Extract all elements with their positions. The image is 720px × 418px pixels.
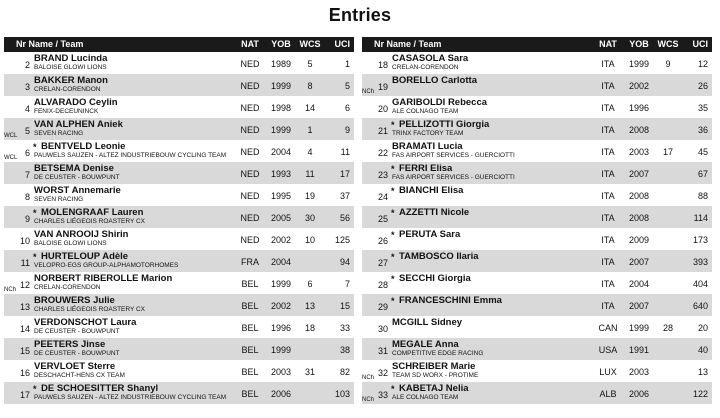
rider-number: 29: [377, 302, 388, 312]
table-row: [4, 52, 354, 74]
rider-uci: 1: [344, 59, 350, 69]
u23-marker: *: [391, 230, 395, 240]
rider-name: BAKKER Manon: [34, 75, 108, 86]
rider-team: CHARLES LIÉGEOIS ROASTERY CX: [34, 306, 146, 313]
table-header: [362, 37, 712, 52]
rider-team: SEVEN RACING: [34, 196, 84, 203]
table-row: [362, 316, 712, 338]
rider-name: VERVLOET Sterre: [34, 361, 116, 372]
rider-nat: BEL: [241, 367, 259, 377]
rider-yob: 1989: [270, 59, 292, 69]
rider-name: CASASOLA Sara: [392, 53, 469, 64]
table-row: [362, 52, 712, 74]
rider-team: ALE COLNAGO TEAM: [392, 108, 459, 115]
rider-nat: NED: [240, 169, 260, 179]
rider-name: PELLIZOTTI Giorgia: [399, 119, 490, 130]
rider-nat: BEL: [241, 345, 259, 355]
rider-yob: 1996: [270, 323, 292, 333]
rider-nat: NED: [240, 235, 260, 245]
rider-nat: ITA: [601, 213, 615, 223]
table-row: [4, 316, 354, 338]
rider-number: 32: [377, 368, 388, 378]
rider-uci: 122: [692, 389, 708, 399]
rider-team: BALOISE GLOWI LIONS: [34, 240, 107, 247]
table-row: [362, 206, 712, 228]
rider-uci: 26: [697, 81, 708, 91]
table-row: [4, 206, 354, 228]
rider-uci: 114: [693, 213, 708, 223]
rider-name: BENTVELD Leonie: [41, 141, 126, 152]
rider-wcs: 8: [307, 81, 313, 91]
table-row: [362, 360, 712, 382]
table-row: [4, 272, 354, 294]
rider-uci: 13: [697, 367, 708, 377]
rider-name: MOLENGRAAF Lauren: [41, 207, 144, 218]
rider-number: 9: [24, 214, 30, 224]
rider-wcs: 17: [662, 147, 673, 157]
rider-nat: ITA: [601, 59, 615, 69]
table-row: [362, 140, 712, 162]
rider-nat: ITA: [601, 125, 615, 135]
rider-nat: NED: [240, 103, 260, 113]
table-row: [362, 162, 712, 184]
rider-uci: 40: [697, 345, 708, 355]
rider-team: VELOPRO-EGS GROUP-ALPHAMOTORHOMES: [34, 262, 179, 269]
rider-name: SECCHI Giorgia: [399, 273, 471, 284]
rider-team: CRELAN-CORENDON: [392, 64, 459, 71]
rider-uci: 38: [339, 345, 350, 355]
table-row: [4, 382, 354, 404]
rider-team: DE CEUSTER - BOUWPUNT: [34, 328, 120, 335]
rider-category: WCL: [4, 133, 18, 139]
rider-uci: 36: [697, 125, 708, 135]
rider-category: NCh: [4, 287, 17, 293]
page-title: Entries: [328, 5, 392, 25]
rider-uci: 82: [339, 367, 350, 377]
rider-nat: ITA: [601, 235, 615, 245]
rider-yob: 1996: [628, 103, 650, 113]
table-row: [362, 118, 712, 140]
table-row: [4, 360, 354, 382]
rider-yob: 1999: [628, 59, 650, 69]
rider-nat: ITA: [601, 279, 615, 289]
rider-uci: 33: [339, 323, 350, 333]
table-row: [4, 96, 354, 118]
rider-team: FAS AIRPORT SERVICES - GUERCIOTTI: [392, 174, 515, 181]
rider-number: 21: [377, 126, 388, 136]
rider-category: WCL: [4, 155, 18, 161]
u23-marker: *: [33, 142, 37, 152]
rider-wcs: 30: [304, 213, 315, 223]
rider-yob: 2008: [628, 213, 650, 223]
table-row: [362, 250, 712, 272]
rider-number: 7: [24, 170, 30, 180]
rider-number: 33: [377, 390, 388, 400]
rider-yob: 1991: [628, 345, 650, 355]
rider-uci: 103: [334, 389, 350, 399]
rider-nat: NED: [240, 147, 260, 157]
rider-nat: NED: [240, 125, 260, 135]
rider-nat: NED: [240, 81, 260, 91]
rider-nat: NED: [240, 191, 260, 201]
rider-nat: ITA: [601, 103, 615, 113]
rider-wcs: 18: [304, 323, 315, 333]
rider-yob: 2002: [270, 301, 292, 311]
rider-nat: ITA: [601, 81, 615, 91]
rider-name: BIANCHI Elisa: [399, 185, 464, 196]
rider-wcs: 31: [304, 367, 315, 377]
rider-name: GARIBOLDI Rebecca: [392, 97, 488, 108]
rider-yob: 1999: [270, 81, 292, 91]
rider-yob: 2007: [628, 301, 650, 311]
header-yob: YOB: [629, 39, 649, 49]
rider-yob: 2003: [270, 367, 292, 377]
rider-number: 26: [377, 236, 388, 246]
rider-number: 20: [377, 104, 388, 114]
rider-number: 2: [24, 60, 30, 70]
rider-name: BRAMATI Lucia: [392, 141, 463, 152]
rider-uci: 173: [692, 235, 708, 245]
table-row: [4, 228, 354, 250]
rider-name: FRANCESCHINI Emma: [399, 295, 502, 306]
entries-table-right: [362, 37, 712, 404]
rider-number: 15: [19, 346, 30, 356]
rider-name: BORELLO Carlotta: [392, 75, 477, 86]
rider-name: BROUWERS Julie: [34, 295, 115, 306]
rider-team: CRELAN-CORENDON: [34, 86, 101, 93]
rider-name: ALVARADO Ceylin: [34, 97, 118, 108]
rider-nat: BEL: [241, 301, 259, 311]
table-row: [4, 118, 354, 140]
table-row: [362, 272, 712, 294]
table-row: [362, 74, 712, 96]
rider-yob: 2008: [628, 191, 650, 201]
rider-wcs: 19: [304, 191, 315, 201]
rider-uci: 94: [339, 257, 350, 267]
u23-marker: *: [391, 164, 395, 174]
rider-name: VAN ALPHEN Aniek: [34, 119, 123, 130]
rider-yob: 2003: [628, 367, 650, 377]
table-row: [4, 250, 354, 272]
rider-number: 18: [377, 60, 388, 70]
rider-name: PERUTA Sara: [399, 229, 461, 240]
rider-uci: 37: [339, 191, 350, 201]
rider-number: 17: [19, 390, 30, 400]
rider-category: NCh: [362, 89, 375, 95]
rider-team: CRELAN-CORENDON: [34, 284, 101, 291]
table-body: [4, 52, 354, 404]
table-row: [362, 228, 712, 250]
rider-number: 6: [24, 148, 30, 158]
rider-name: WORST Annemarie: [34, 185, 121, 196]
rider-nat: BEL: [241, 279, 259, 289]
rider-yob: 2006: [270, 389, 292, 399]
rider-team: FAS AIRPORT SERVICES - GUERCIOTTI: [392, 152, 515, 159]
rider-name: FERRI Elisa: [399, 163, 453, 174]
rider-number: 24: [377, 192, 388, 202]
rider-nat: ITA: [601, 169, 615, 179]
rider-nat: ITA: [601, 147, 615, 157]
rider-number: 11: [20, 258, 30, 268]
rider-name: TAMBOSCO Ilaria: [399, 251, 479, 262]
rider-yob: 2005: [270, 213, 292, 223]
rider-number: 8: [24, 192, 30, 202]
header-nr-name-team: Nr Name / Team: [16, 39, 84, 49]
rider-category: NCh: [362, 397, 375, 403]
rider-yob: 1998: [270, 103, 292, 113]
u23-marker: *: [391, 296, 395, 306]
rider-team: BALOISE GLOWI LIONS: [34, 64, 107, 71]
rider-yob: 1993: [270, 169, 292, 179]
rider-nat: ITA: [601, 301, 615, 311]
rider-number: 14: [19, 324, 30, 334]
header-wcs: WCS: [299, 39, 321, 49]
u23-marker: *: [33, 384, 37, 394]
rider-number: 5: [24, 126, 30, 136]
rider-number: 12: [19, 280, 30, 290]
header-uci: UCI: [334, 39, 350, 49]
rider-uci: 88: [697, 191, 708, 201]
header-nr-name-team: Nr Name / Team: [374, 39, 442, 49]
rider-yob: 2007: [628, 257, 650, 267]
rider-yob: 2009: [628, 235, 650, 245]
rider-name: DE SCHOESITTER Shanyl: [41, 383, 159, 394]
rider-wcs: 10: [304, 235, 315, 245]
table-row: [362, 184, 712, 206]
rider-wcs: 9: [665, 59, 671, 69]
rider-nat: ITA: [601, 257, 615, 267]
u23-marker: *: [391, 120, 395, 130]
rider-wcs: 1: [307, 125, 313, 135]
rider-number: 30: [377, 324, 388, 334]
header-wcs: WCS: [657, 39, 679, 49]
rider-name: VERDONSCHOT Laura: [34, 317, 137, 328]
rider-nat: USA: [598, 345, 618, 355]
rider-yob: 2004: [270, 257, 292, 267]
rider-yob: 2004: [270, 147, 292, 157]
table-row: [362, 96, 712, 118]
rider-yob: 2007: [628, 169, 650, 179]
rider-name: NORBERT RIBEROLLE Marion: [34, 273, 173, 284]
rider-team: DESCHACHT-HENS CX TEAM: [34, 372, 125, 379]
u23-marker: *: [33, 208, 37, 218]
rider-name: AZZETTI Nicole: [399, 207, 470, 218]
rider-yob: 2002: [270, 235, 292, 245]
rider-number: 4: [24, 104, 30, 114]
table-body: [362, 52, 712, 404]
rider-yob: 2002: [628, 81, 650, 91]
rider-number: 10: [19, 236, 30, 246]
rider-yob: 1999: [270, 345, 292, 355]
rider-number: 27: [377, 258, 388, 268]
rider-yob: 2004: [628, 279, 650, 289]
u23-marker: *: [391, 208, 395, 218]
rider-name: PEETERS Jinse: [34, 339, 106, 350]
table-row: [362, 294, 712, 316]
rider-nat: NED: [240, 59, 260, 69]
rider-uci: 17: [339, 169, 350, 179]
rider-uci: 640: [692, 301, 708, 311]
rider-uci: 7: [344, 279, 350, 289]
table-row: [362, 338, 712, 360]
rider-yob: 1999: [628, 323, 650, 333]
rider-nat: NED: [240, 213, 260, 223]
rider-nat: ALB: [599, 389, 617, 399]
rider-uci: 404: [692, 279, 708, 289]
table-header: [4, 37, 354, 52]
rider-team: FENIX-DECEUNINCK: [34, 108, 99, 115]
rider-uci: 35: [697, 103, 708, 113]
u23-marker: *: [391, 384, 395, 394]
rider-number: 16: [19, 368, 30, 378]
rider-uci: 11: [340, 147, 350, 157]
rider-yob: 1999: [270, 125, 292, 135]
rider-number: 19: [377, 82, 388, 92]
rider-yob: 2008: [628, 125, 650, 135]
rider-name: BETSEMA Denise: [34, 163, 114, 174]
rider-yob: 2003: [628, 147, 650, 157]
rider-team: CHARLES LIÉGEOIS ROASTERY CX: [34, 218, 146, 225]
rider-name: MCGILL Sidney: [392, 317, 463, 328]
rider-uci: 12: [697, 59, 708, 69]
u23-marker: *: [391, 274, 395, 284]
rider-wcs: 11: [305, 169, 315, 179]
table-row: [4, 338, 354, 360]
entries-table-left: [4, 37, 354, 404]
rider-uci: 5: [344, 81, 350, 91]
rider-team: ALE COLNAGO TEAM: [392, 394, 459, 401]
rider-name: KABETAJ Nelia: [399, 383, 469, 394]
rider-nat: LUX: [599, 367, 617, 377]
rider-yob: 1999: [270, 279, 292, 289]
table-row: [4, 140, 354, 162]
rider-uci: 125: [334, 235, 350, 245]
rider-name: BRAND Lucinda: [34, 53, 108, 64]
rider-wcs: 6: [307, 279, 313, 289]
rider-wcs: 5: [307, 59, 313, 69]
table-row: [4, 294, 354, 316]
u23-marker: *: [33, 252, 37, 262]
rider-number: 25: [377, 214, 388, 224]
rider-team: DE CEUSTER - BOUWPUNT: [34, 350, 120, 357]
rider-team: PAUWELS SAUZEN - ALTEZ INDUSTRIEBOUW CYCLING TEAM: [34, 394, 227, 401]
u23-marker: *: [391, 252, 395, 262]
rider-team: PAUWELS SAUZEN - ALTEZ INDUSTRIEBOUW CYCLING TEAM: [34, 152, 227, 159]
rider-nat: CAN: [598, 323, 618, 333]
rider-team: DE CEUSTER - BOUWPUNT: [34, 174, 120, 181]
rider-yob: 2006: [628, 389, 650, 399]
table-row: [362, 382, 712, 404]
rider-nat: BEL: [241, 323, 259, 333]
rider-team: SEVEN RACING: [34, 130, 84, 137]
rider-uci: 15: [339, 301, 350, 311]
rider-uci: 9: [344, 125, 350, 135]
rider-name: MEGALE Anna: [392, 339, 459, 350]
rider-yob: 1995: [270, 191, 292, 201]
rider-number: 28: [377, 280, 388, 290]
rider-team: COMPETITIVE EDGE RACING: [392, 350, 484, 357]
table-row: [4, 162, 354, 184]
rider-uci: 20: [697, 323, 708, 333]
rider-category: NCh: [362, 375, 375, 381]
rider-wcs: 4: [307, 147, 313, 157]
rider-name: VAN ANROOIJ Shirin: [34, 229, 129, 240]
rider-number: 3: [24, 82, 30, 92]
rider-number: 22: [377, 148, 388, 158]
rider-wcs: 14: [304, 103, 315, 113]
header-nat: NAT: [241, 39, 259, 49]
rider-uci: 6: [344, 103, 350, 113]
rider-number: 23: [377, 170, 388, 180]
rider-wcs: 28: [662, 323, 673, 333]
rider-nat: BEL: [241, 389, 259, 399]
header-nat: NAT: [599, 39, 617, 49]
header-uci: UCI: [692, 39, 708, 49]
rider-name: SCHREIBER Marie: [392, 361, 476, 372]
rider-number: 31: [377, 346, 388, 356]
rider-team: TEAM SD WORX - PROTIME: [392, 372, 479, 379]
rider-uci: 393: [692, 257, 708, 267]
rider-uci: 67: [697, 169, 708, 179]
table-row: [4, 184, 354, 206]
header-yob: YOB: [271, 39, 291, 49]
rider-team: TRINX FACTORY TEAM: [392, 130, 464, 137]
table-row: [4, 74, 354, 96]
rider-uci: 45: [697, 147, 708, 157]
u23-marker: *: [391, 186, 395, 196]
rider-nat: ITA: [601, 191, 615, 201]
rider-number: 13: [19, 302, 30, 312]
rider-uci: 56: [339, 213, 350, 223]
rider-name: HURTELOUP Adèle: [41, 251, 129, 262]
rider-nat: FRA: [241, 257, 259, 267]
rider-wcs: 13: [304, 301, 315, 311]
